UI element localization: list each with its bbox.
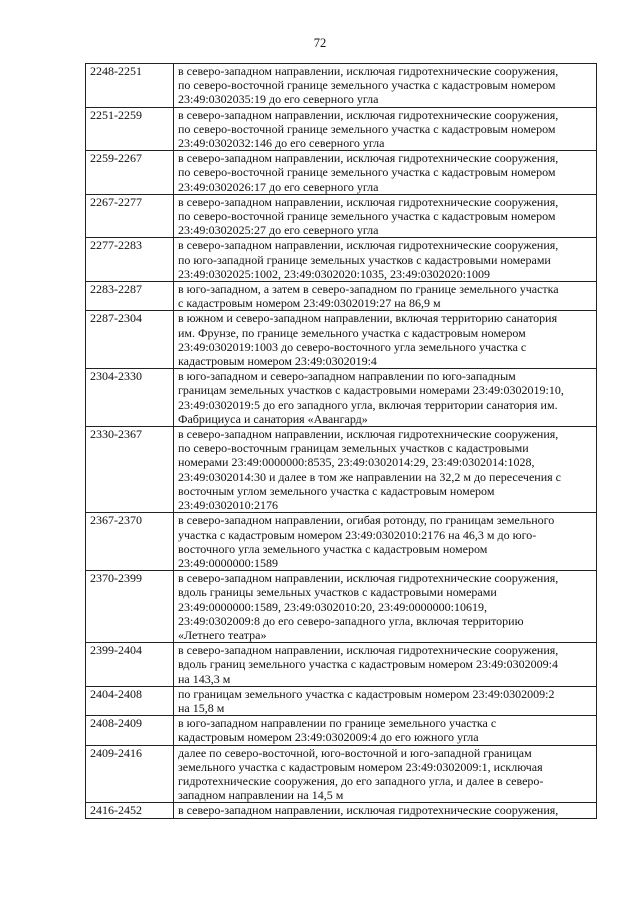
table-row bbox=[86, 194, 597, 238]
description-line: 23:49:0302026:17 до его северного угла bbox=[178, 179, 379, 194]
point-range-cell: 2267-2277 bbox=[86, 194, 174, 238]
point-range-cell: 2283-2287 bbox=[86, 282, 174, 311]
table-row bbox=[86, 107, 597, 151]
description-line: границам земельных участков с кадастровыми номерами 23:49:0302019:10, bbox=[178, 383, 564, 398]
description-line: 23:49:0302025:27 до его северного угла bbox=[178, 223, 379, 238]
description-line: в северо-западном направлении, исключая гидротехнические сооружения, bbox=[178, 64, 559, 78]
description-line: вдоль границ земельного участка с кадастровым номером 23:49:0302009:4 bbox=[178, 657, 558, 672]
description-line: на 143,3 м bbox=[178, 671, 231, 686]
description-line: в северо-западном направлении, исключая гидротехнические сооружения, bbox=[178, 803, 559, 818]
boundary-description-cell bbox=[174, 369, 597, 427]
point-range-cell: 2416-2452 bbox=[86, 803, 174, 818]
description-line: в юго-западном направлении по границе земельного участка с bbox=[178, 716, 497, 731]
description-line: 23:49:0000000:1589, 23:49:0302010:20, 23:49:0000000:10619, bbox=[178, 599, 488, 614]
description-line: 23:49:0302025:1002, 23:49:0302020:1035, 23:49:0302020:1009 bbox=[178, 266, 491, 281]
description-line: в северо-западном направлении, огибая ротонду, по границам земельного bbox=[178, 513, 555, 528]
table-row bbox=[86, 311, 597, 369]
point-range-cell: 2287-2304 bbox=[86, 311, 174, 369]
table-row bbox=[86, 151, 597, 195]
description-line: по северо-восточным границам земельных участков с кадастровыми bbox=[178, 441, 529, 456]
description-line: в северо-западном направлении, исключая гидротехнические сооружения, bbox=[178, 151, 559, 166]
boundary-description-cell bbox=[174, 151, 597, 195]
point-range-cell: 2404-2408 bbox=[86, 686, 174, 715]
table-row bbox=[86, 369, 597, 427]
table-row bbox=[86, 803, 597, 818]
point-range-cell: 2399-2404 bbox=[86, 643, 174, 687]
description-line: вдоль границы земельных участков с кадастровыми номерами bbox=[178, 585, 497, 600]
description-line: по северо-восточной границе земельного участка с кадастровым номером bbox=[178, 209, 556, 224]
description-line: по юго-западной границе земельных участков с кадастровыми номерами bbox=[178, 252, 551, 267]
description-line: 23:49:0302019:5 до его западного угла, включая территории санатория им. bbox=[178, 397, 558, 412]
point-range-cell: 2251-2259 bbox=[86, 107, 174, 151]
table-row bbox=[86, 745, 597, 803]
table-row bbox=[86, 716, 597, 745]
boundary-description-cell bbox=[174, 427, 597, 513]
boundary-description-cell bbox=[174, 282, 597, 311]
description-line: 23:49:0302019:1003 до северо-восточного угла земельного участка с bbox=[178, 339, 527, 354]
boundary-table bbox=[85, 63, 597, 819]
description-line: в северо-западном направлении, исключая гидротехнические сооружения, bbox=[178, 571, 559, 586]
point-range-cell: 2248-2251 bbox=[86, 64, 174, 108]
description-line: восточным углом земельного участка с кадастровым номером bbox=[178, 483, 495, 498]
table-row bbox=[86, 686, 597, 715]
description-line: в юго-западном и северо-западном направлении по юго-западным bbox=[178, 369, 516, 384]
description-line: далее по северо-восточной, юго-восточной и юго-западной границам bbox=[178, 745, 532, 760]
point-range-cell: 2304-2330 bbox=[86, 369, 174, 427]
description-line: в северо-западном направлении, исключая гидротехнические сооружения, bbox=[178, 643, 559, 658]
table-body bbox=[86, 64, 597, 819]
table-row bbox=[86, 427, 597, 513]
boundary-description-cell bbox=[174, 194, 597, 238]
description-line: Фабрициуса и санатория «Авангард» bbox=[178, 411, 368, 426]
description-line: в северо-западном направлении, исключая гидротехнические сооружения, bbox=[178, 427, 559, 442]
point-range-cell: 2409-2416 bbox=[86, 745, 174, 803]
description-line: с кадастровым номером 23:49:0302019:27 на 86,9 м bbox=[178, 296, 441, 311]
table-row bbox=[86, 282, 597, 311]
description-line: западном направлении на 14,5 м bbox=[178, 788, 344, 803]
table-row bbox=[86, 571, 597, 643]
description-line: по северо-восточной границе земельного участка с кадастровым номером bbox=[178, 121, 556, 136]
description-line: в северо-западном направлении, исключая гидротехнические сооружения, bbox=[178, 238, 559, 253]
description-line: по северо-восточной границе земельного участка с кадастровым номером bbox=[178, 165, 556, 180]
boundary-description-cell bbox=[174, 643, 597, 687]
boundary-description-cell bbox=[174, 64, 597, 108]
description-line: гидротехнические сооружения, до его западного угла, и далее в северо- bbox=[178, 773, 544, 788]
point-range-cell: 2367-2370 bbox=[86, 513, 174, 571]
boundary-description-cell bbox=[174, 745, 597, 803]
table-row bbox=[86, 513, 597, 571]
point-range-cell: 2408-2409 bbox=[86, 716, 174, 745]
boundary-description-cell bbox=[174, 513, 597, 571]
description-line: 23:49:0302032:146 до его северного угла bbox=[178, 136, 385, 151]
description-line: 23:49:0302009:8 до его северо-западного угла, включая территорию bbox=[178, 613, 524, 628]
boundary-description-cell bbox=[174, 686, 597, 715]
description-line: на 15,8 м bbox=[178, 700, 225, 715]
description-line: 23:49:0302010:2176 bbox=[178, 498, 279, 513]
description-line: по северо-восточной границе земельного участка с кадастровым номером bbox=[178, 78, 556, 93]
description-line: номерами 23:49:0000000:8535, 23:49:0302014:29, 23:49:0302014:1028, bbox=[178, 455, 535, 470]
point-range-cell: 2259-2267 bbox=[86, 151, 174, 195]
description-line: «Летнего театра» bbox=[178, 627, 267, 642]
description-line: кадастровым номером 23:49:0302019:4 bbox=[178, 354, 377, 369]
description-line: по границам земельного участка с кадастровым номером 23:49:0302009:2 bbox=[178, 686, 555, 701]
table-row bbox=[86, 643, 597, 687]
description-line: 23:49:0302035:19 до его северного угла bbox=[178, 92, 379, 107]
description-line: 23:49:0302014:30 и далее в том же направлении на 32,2 м до пересечения с bbox=[178, 469, 561, 484]
boundary-description-cell bbox=[174, 107, 597, 151]
table-row bbox=[86, 64, 597, 108]
point-range-cell: 2370-2399 bbox=[86, 571, 174, 643]
boundary-description-cell bbox=[174, 238, 597, 282]
boundary-description-cell bbox=[174, 571, 597, 643]
point-range-cell: 2330-2367 bbox=[86, 427, 174, 513]
boundary-description-cell bbox=[174, 716, 597, 745]
page-number: 72 bbox=[313, 36, 327, 50]
description-line: в северо-западном направлении, исключая гидротехнические сооружения, bbox=[178, 194, 559, 209]
description-line: в юго-западном, а затем в северо-западном по границе земельного участка bbox=[178, 282, 559, 297]
description-line: в южном и северо-западном направлении, включая территорию санатория bbox=[178, 311, 558, 326]
description-line: им. Фрунзе, по границе земельного участка с кадастровым номером bbox=[178, 325, 526, 340]
description-line: земельного участка с кадастровым номером 23:49:0302009:1, исключая bbox=[178, 759, 543, 774]
boundary-description-cell bbox=[174, 803, 597, 818]
description-line: 23:49:0000000:1589 bbox=[178, 555, 279, 570]
description-line: восточного угла земельного участка с кадастровым номером bbox=[178, 541, 488, 556]
point-range-cell: 2277-2283 bbox=[86, 238, 174, 282]
boundary-description-cell bbox=[174, 311, 597, 369]
description-line: участка с кадастровым номером 23:49:0302010:2176 на 46,3 м до юго- bbox=[178, 527, 537, 542]
description-line: кадастровым номером 23:49:0302009:4 до его южного угла bbox=[178, 730, 479, 745]
description-line: в северо-западном направлении, исключая гидротехнические сооружения, bbox=[178, 107, 559, 122]
table-row bbox=[86, 238, 597, 282]
